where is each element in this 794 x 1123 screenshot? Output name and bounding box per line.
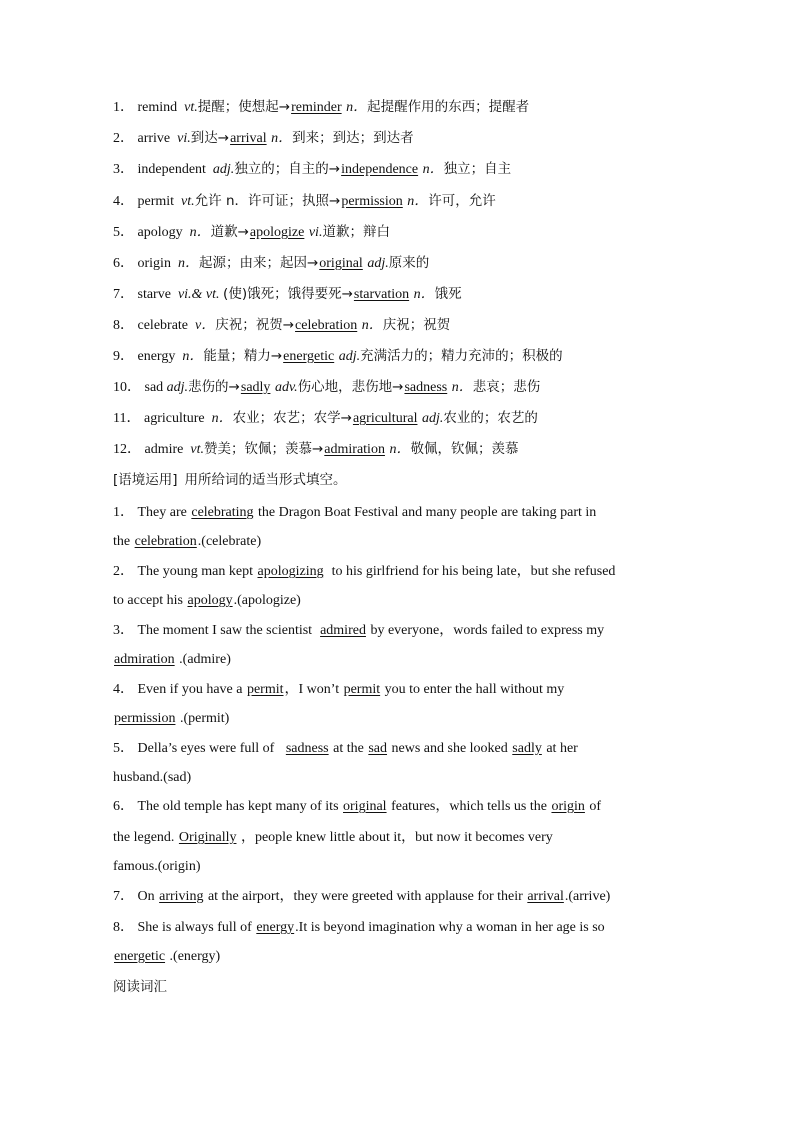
exercise-5-line-1: 5． Della’s eyes were full of sadness at the sad news and she looked sadly at her [113, 741, 578, 756]
answer-blank: permission [114, 711, 176, 726]
answer-blank: energy [256, 920, 295, 935]
exercise-6-line-3: famous.(origin) [113, 859, 201, 874]
vocab-item-3: 3． independent adj.独立的；自主的→independence n．独立；自主 [113, 161, 512, 177]
answer-blank: apology [187, 593, 233, 608]
section-instruction: 用所给词的适当形式填空。 [184, 472, 347, 488]
exercise-5-line-2: husband.(sad) [113, 770, 192, 785]
exercise-1-line-2: the celebration.(celebrate) [113, 534, 262, 549]
answer-blank: arriving [159, 889, 204, 904]
exercise-2-line-2: to accept his apology.(apologize) [113, 593, 301, 608]
vocab-item-9: 9． energy n．能量；精力→energetic adj.充满活力的；精力充沛的；积极的 [113, 348, 563, 364]
vocab-item-2: 2． arrive vi.到达→arrival n．到来；到达；到达者 [113, 130, 414, 146]
section-heading [113, 471, 347, 490]
vocab-item-10: 10． sad adj.悲伤的→sadly adv.伤心地，悲伤地→sadness n．悲哀；悲伤 [113, 379, 541, 395]
vocab-item-1: 1． remind vt.提醒；使想起→reminder n．起提醒作用的东西；提醒者 [113, 99, 530, 115]
answer-blank: sad [368, 741, 388, 756]
exercise-4-line-2: permission .(permit) [114, 711, 230, 726]
exercise-8-line-2: energetic .(energy) [114, 949, 221, 964]
answer-blank: energetic [114, 949, 166, 964]
vocab-item-7: 7． starve vi.& vt. (使)饿死；饿得要死→starvation n．饿死 [113, 286, 462, 302]
vocab-item-11: 11． agriculture n．农业；农艺；农学→agricultural adj.农业的；农艺的 [113, 410, 538, 426]
vocab-item-6: 6． origin n．起源；由来；起因→original adj.原来的 [113, 255, 430, 271]
answer-blank: celebration [134, 534, 197, 549]
vocab-item-8: 8． celebrate v．庆祝；祝贺→celebration n．庆祝；祝贺 [113, 317, 451, 333]
exercise-8-line-1: 8． She is always full of energy.It is beyond imagination why a woman in her age is so [113, 920, 605, 935]
exercise-7-line-1: 7． On arriving at the airport，they were greeted with applause for their arrival.(arrive) [113, 889, 611, 904]
exercise-1-line-1: 1． They are celebrating the Dragon Boat Festival and many people are taking part in [113, 505, 597, 520]
exercise-3-line-1: 3． The moment I saw the scientist admired by everyone，words failed to express my [113, 623, 605, 638]
exercise-6-line-2: the legend. Originally ，people knew little about it，but now it becomes very [113, 830, 553, 845]
exercise-4-line-1: 4． Even if you have a permit，I won’t permit you to enter the hall without my [113, 682, 565, 697]
answer-blank: permit [343, 682, 381, 697]
answer-blank: origin [551, 799, 585, 814]
exercise-3-line-2: admiration .(admire) [114, 652, 231, 667]
answer-blank: sadness [285, 741, 329, 756]
answer-blank: apologizing [257, 564, 324, 579]
answer-blank: sadly [512, 741, 542, 756]
vocab-item-5: 5． apology n．道歉→apologize vi.道歉；辩白 [113, 224, 390, 240]
answer-blank: arrival [527, 889, 564, 904]
exercise-6-line-1: 6． The old temple has kept many of its original features，which tells us the origin of [113, 799, 602, 814]
section-label: [语境运用] [113, 472, 178, 488]
answer-blank: admired [320, 623, 366, 638]
next-section-heading: 阅读词汇 [113, 979, 167, 995]
answer-blank: celebrating [191, 505, 254, 520]
answer-blank: permit [246, 682, 284, 697]
answer-blank: admiration [114, 652, 175, 667]
vocab-item-4: 4． permit vt.允许 n．许可证；执照→permission n．许可，允许 [113, 193, 496, 209]
answer-blank: Originally [178, 830, 237, 845]
vocab-item-12: 12． admire vt.赞美；钦佩；羡慕→admiration n．敬佩，钦佩；羡慕 [113, 441, 519, 457]
exercise-2-line-1: 2． The young man kept apologizing to his girlfriend for his being late，but she refused [113, 564, 616, 579]
answer-blank: original [343, 799, 387, 814]
